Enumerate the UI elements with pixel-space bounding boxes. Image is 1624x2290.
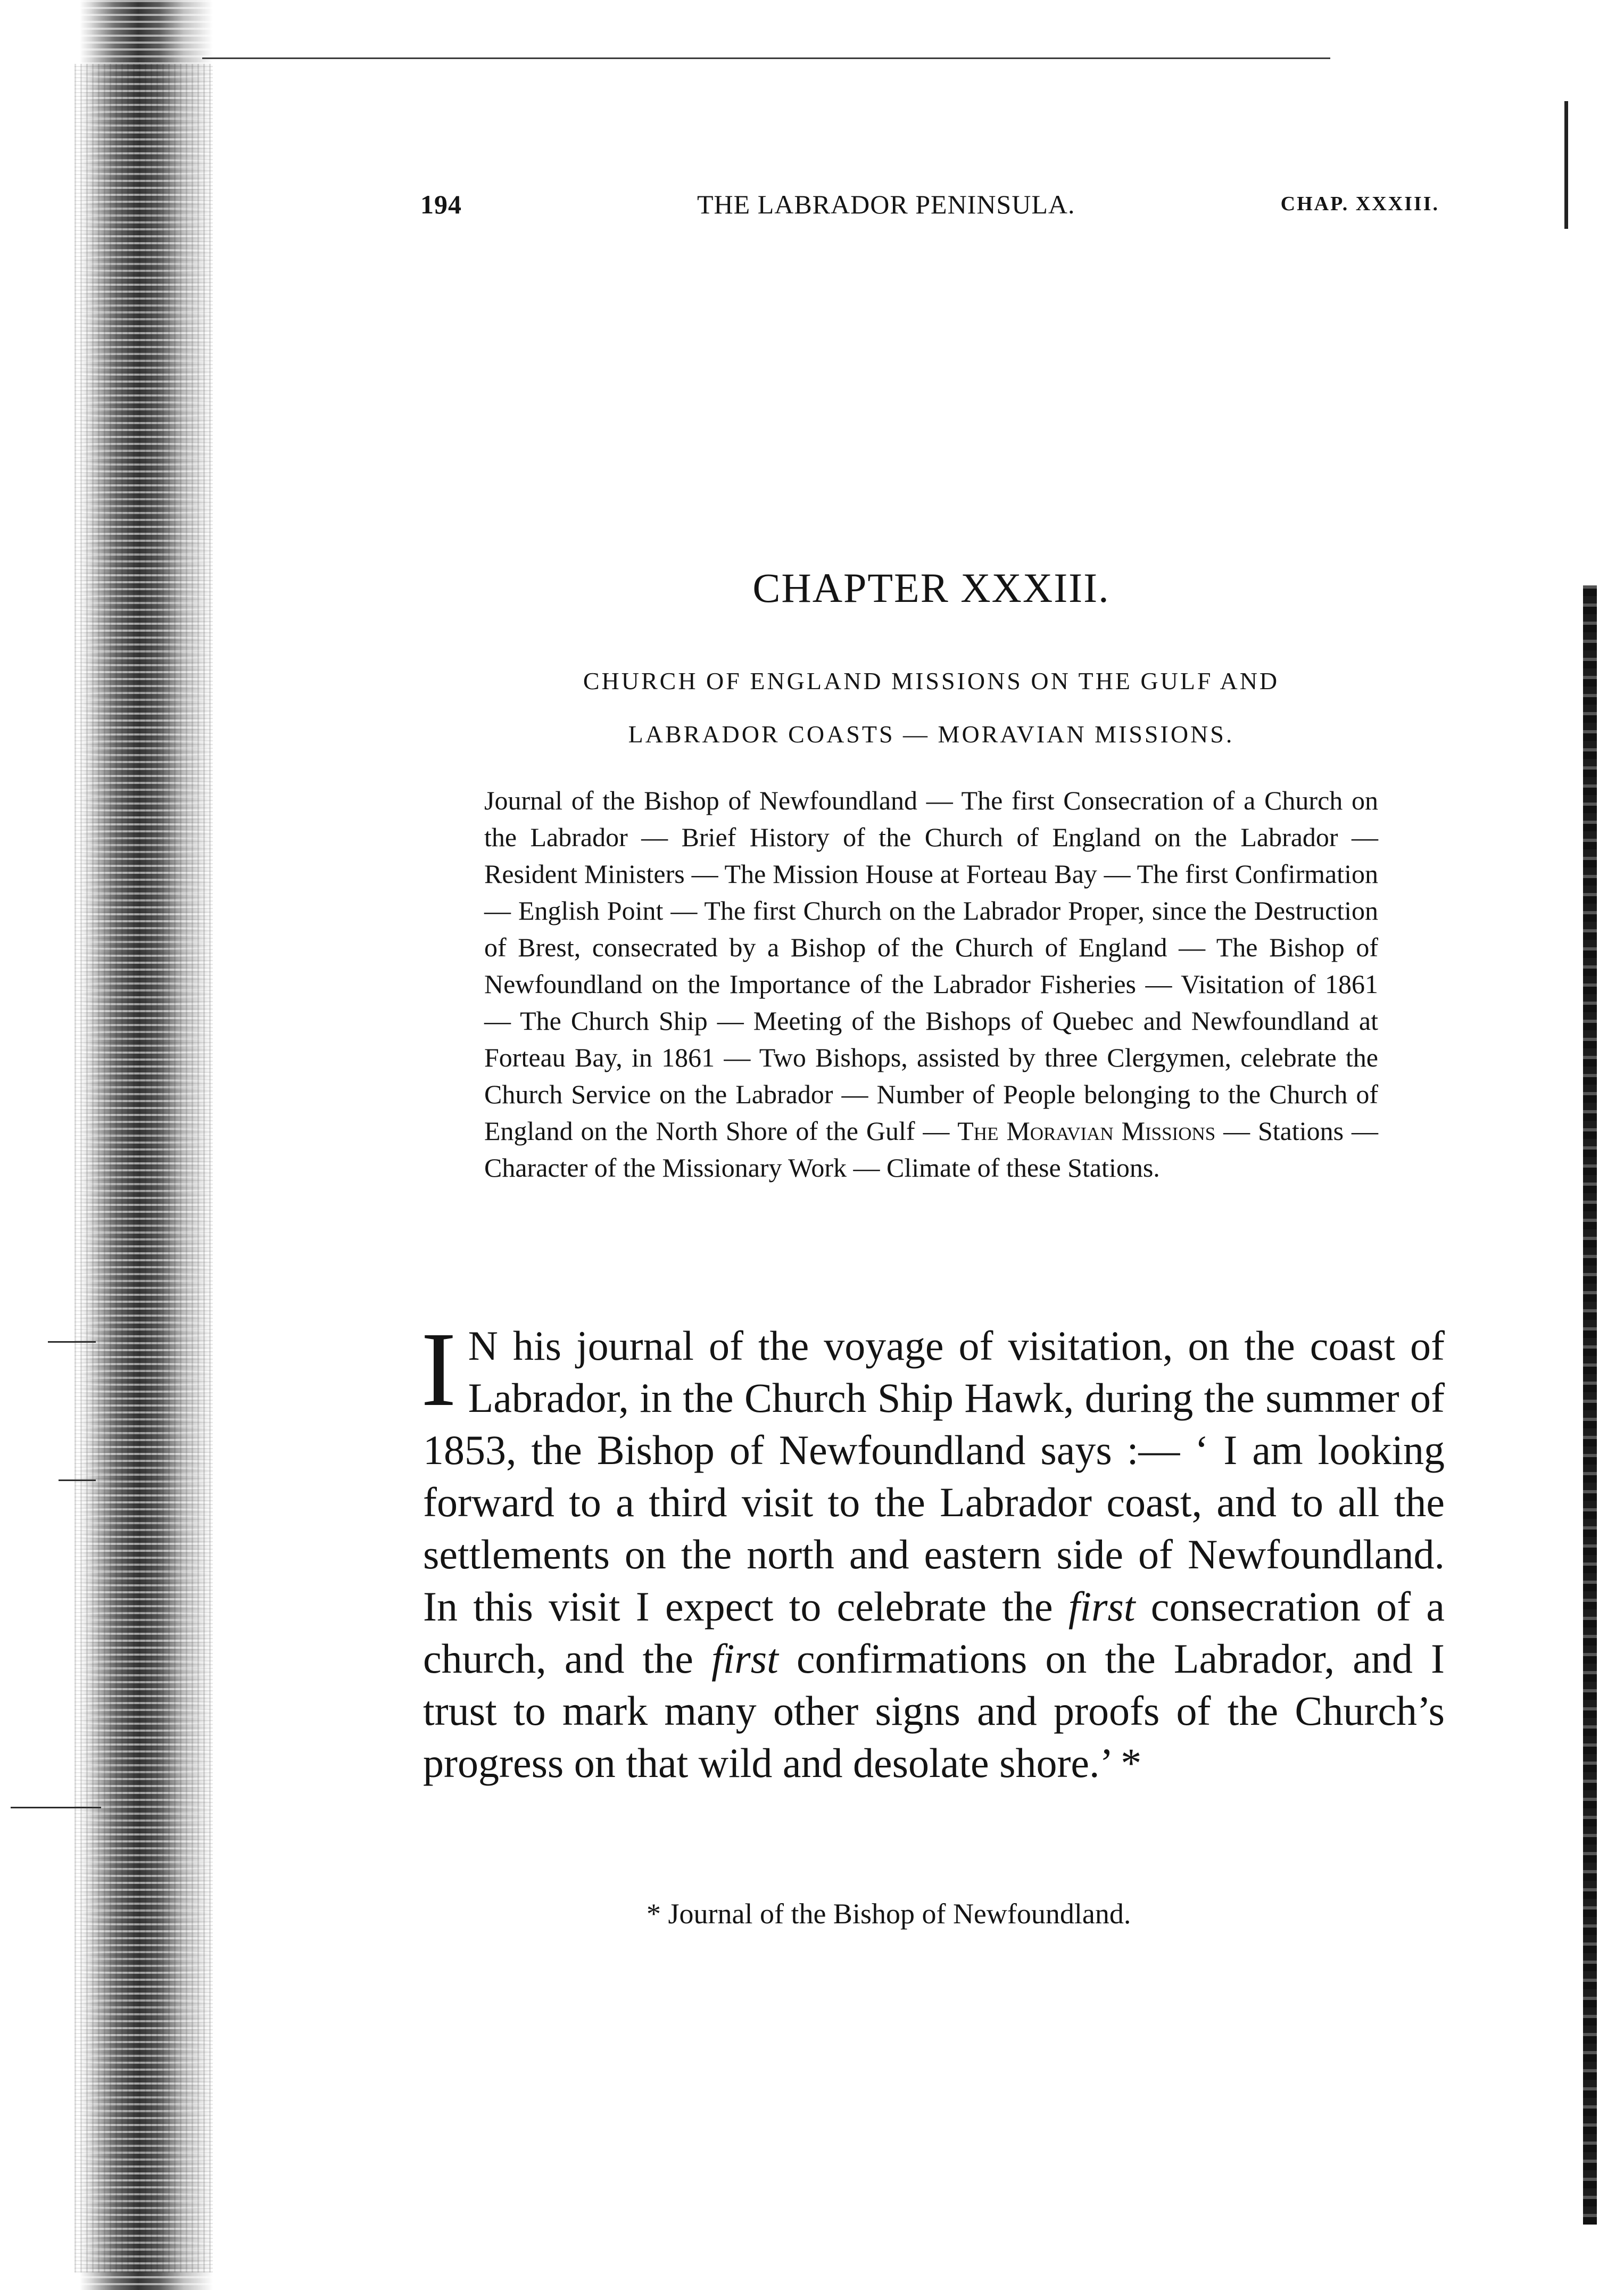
body-paragraph: [421, 1311, 1445, 1789]
running-header: [420, 189, 1439, 221]
body-text-part-3: confirmations on the Labrador, and I trust to mark many other signs and proofs of the Church’s progress on that wild and desolate shore.’ *: [423, 1635, 1445, 1786]
chapter-subtitle-line-1: CHURCH OF ENGLAND MISSIONS ON THE GULF AND: [583, 667, 1280, 695]
page-number: 194: [420, 189, 462, 219]
summary-text-end: — Stations — Character of the Missionary Work — Climate of these Stations.: [484, 1116, 1378, 1183]
body-text-part-2: consecration of a church, and the: [423, 1583, 1445, 1682]
footnote: * Journal of the Bishop of Newfoundland.: [647, 1898, 1131, 1930]
chapter-reference: CHAP. XXXIII.: [1280, 193, 1439, 215]
scan-mark: [11, 1807, 101, 1808]
drop-cap: I: [421, 1311, 457, 1428]
scan-right-edge-mark: [1564, 101, 1568, 229]
scan-mark: [48, 1341, 96, 1343]
running-title: THE LABRADOR PENINSULA.: [697, 189, 1075, 219]
scan-speckle: [74, 64, 213, 2272]
chapter-subtitle: [479, 655, 1383, 761]
chapter-summary: [484, 782, 1378, 1186]
chapter-subtitle-line-2: LABRADOR COASTS — MORAVIAN MISSIONS.: [628, 721, 1234, 748]
scan-right-edge-shadow: [1583, 585, 1597, 2225]
body-emphasis-1: first: [1068, 1583, 1136, 1630]
scan-top-edge: [202, 57, 1330, 59]
scan-mark: [59, 1479, 96, 1481]
summary-text: Journal of the Bishop of Newfoundland — The first Consecration of a Church on the Labrador — Brief History of the Church of England on the Labrador — Resident Ministers — The Mission House at Forteau Bay — The first Confirmation — English Point — The first Church on the Labrador Proper, since the Destruction of Brest, consecrated by a Bishop of the Church of England — The Bishop of Newfoundland on the Importance of the Labrador Fisheries — Visitation of 1861 — The Church Ship — Meeting of the Bishops of Quebec and Newfoundland at Forteau Bay, in 1861 — Two Bishops, assisted by three Clergymen, celebrate the Church Service on the Labrador — Number of People belonging to the Church of England on the North Shore of the Gulf —: [484, 786, 1378, 1146]
body-text-part-1: N his journal of the voyage of visitation, on the coast of Labrador, in the Church Ship Hawk, during the summer of 1853, the Bishop of Newfoundland says :— ‘ I am looking forward to a third visit to the Labrador coast, and to all the settlements on the north and eastern side of Newfoundland. In this visit I expect to celebrate the: [423, 1322, 1445, 1630]
body-emphasis-2: first: [711, 1635, 778, 1682]
summary-smallcaps: The Moravian Missions: [957, 1116, 1216, 1146]
chapter-heading: CHAPTER XXXIII.: [752, 565, 1110, 611]
